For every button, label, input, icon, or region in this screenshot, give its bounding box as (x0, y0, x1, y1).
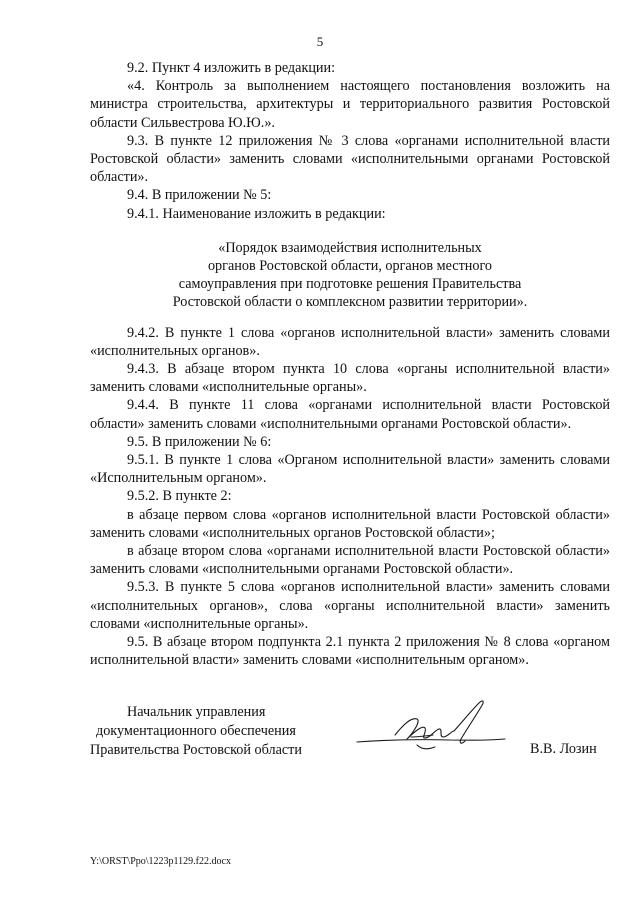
paragraph-9-4-3: 9.4.3. В абзаце втором пункта 10 слова «органы исполнительной власти» заменить словами «исполнительные органы». (90, 361, 610, 396)
signatory-position-line: Начальник управления (127, 704, 266, 720)
paragraph-9-5-2: 9.5.2. В пункте 2: (127, 488, 232, 505)
paragraph-9-5-2-second: в абзаце втором слова «органами исполнительной власти Ростовской области» заменить словами «исполнительными органами Ростовской области». (90, 543, 610, 578)
signatory-position-line: документационного обеспечения (96, 723, 296, 739)
paragraph-9-5-2-first: в абзаце первом слова «органов исполнительной власти Ростовской области» заменить словами «исполнительных органов Ростовской области»; (90, 506, 610, 541)
paragraph-9-5-appendix-8: 9.5. В абзаце втором подпункта 2.1 пункта 2 приложения № 8 слова «органом исполнительной власти» заменить словами «исполнительным органом». (90, 634, 610, 669)
signatory-position-line: Правительства Ростовской области (90, 742, 302, 758)
paragraph-9-5-1: 9.5.1. В пункте 1 слова «Органом исполнительной власти» заменить словами «Исполнительным органом». (90, 452, 610, 487)
paragraph-9-5-3: 9.5.3. В пункте 5 слова «органов исполнительной власти» заменить словами «исполнительных органов», слова «органы исполнительной власти» заменить словами «исполнительные органы». (90, 579, 610, 632)
signatory-name: В.В. Лозин (530, 741, 597, 757)
paragraph-9-2: 9.2. Пункт 4 изложить в редакции: (127, 60, 336, 76)
paragraph-control-clause: «4. Контроль за выполнением настоящего постановления возложить на министра строительства, архитектуры и территориального развития Ростовской области Сильвестрова Ю.Ю.». (90, 78, 610, 131)
document-body (90, 59, 610, 670)
paragraph-9-4: 9.4. В приложении № 5: (127, 187, 272, 204)
order-title-line: органов Ростовской области, органов местного (207, 258, 493, 275)
file-path: Y:\ORST\Ppo\1223p1129.f22.docx (90, 856, 231, 867)
paragraph-9-4-4: 9.4.4. В пункте 11 слова «органами исполнительной власти Ростовской области» заменить словами «исполнительными органами Ростовской области». (90, 397, 610, 432)
paragraph-9-4-1: 9.4.1. Наименование изложить в редакции: (127, 205, 386, 222)
page-number: 5 (316, 34, 324, 49)
handwritten-signature (355, 695, 510, 763)
signatory-position (90, 703, 302, 760)
order-title-line: «Порядок взаимодействия исполнительных (218, 239, 482, 256)
order-title (90, 239, 610, 312)
paragraph-9-5: 9.5. В приложении № 6: (127, 433, 272, 450)
order-title-line: самоуправления при подготовке решения Правительства (178, 276, 522, 293)
paragraph-9-3: 9.3. В пункте 12 приложения № 3 слова «органами исполнительной власти Ростовской области» заменить словами «исполнительными органами Ростовской области». (90, 132, 610, 186)
paragraph-9-4-2: 9.4.2. В пункте 1 слова «органов исполнительной власти» заменить словами «исполнительных органов». (90, 324, 610, 359)
signature-block (90, 703, 610, 773)
order-title-line: Ростовской области о комплексном развитии территории». (172, 294, 528, 311)
